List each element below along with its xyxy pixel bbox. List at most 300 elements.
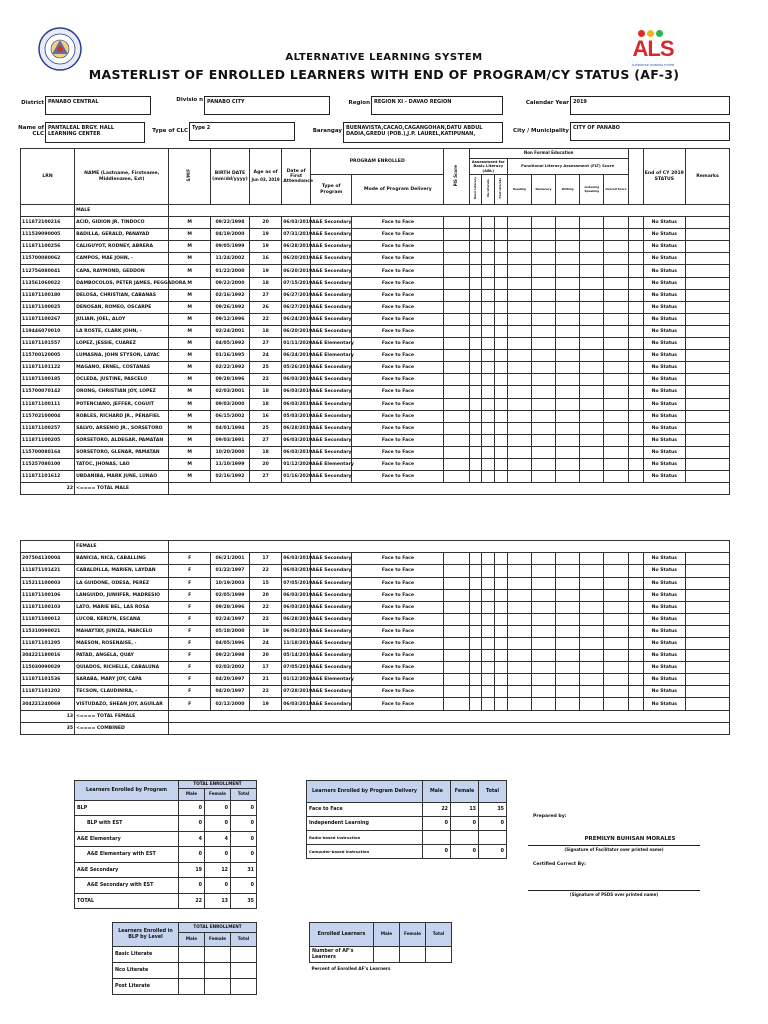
program-cell: A&E Secondary [310, 325, 351, 337]
attend-cell: 01/12/2020 [282, 458, 311, 470]
age-cell: 27 [250, 289, 282, 301]
clc-field: PANTALEAL BRGY. HALL LEARNING CENTER [45, 122, 145, 143]
sex-cell: M [169, 350, 210, 362]
name-cell: SALVO, ARSENIO JR., SORSETORO [75, 422, 169, 434]
col-birth: BIRTH DATE (mm/dd/yyyy) [210, 149, 249, 205]
birth-cell: 01/22/1997 [210, 565, 249, 577]
status-cell: No Status [643, 698, 686, 710]
age-cell: 22 [250, 374, 282, 386]
name-cell: ORONG, CHRISTIAN JOY, LOPEZ [75, 386, 169, 398]
age-cell: 25 [250, 422, 282, 434]
sex-cell: M [169, 253, 210, 265]
status-cell: No Status [643, 625, 686, 637]
lrn-cell: 113561060022 [21, 277, 75, 289]
city-field: CITY OF PANABO [570, 122, 730, 141]
name-cell: DENOSAN, ROMEO, OSCARPE [75, 301, 169, 313]
birth-cell: 02/16/1992 [210, 471, 249, 483]
birth-cell: 04/01/1994 [210, 422, 249, 434]
age-cell: 27 [250, 434, 282, 446]
mode-cell: Face to Face [352, 458, 444, 470]
sex-cell: F [169, 638, 210, 650]
status-cell: No Status [643, 229, 686, 241]
lrn-cell: 111871101421 [21, 565, 75, 577]
sex-cell: F [169, 589, 210, 601]
birth-cell: 09/05/1999 [210, 241, 249, 253]
col-basic-assessment: Assessment for Basic Literacy (ABL) [469, 159, 507, 175]
mode-cell: Face to Face [352, 277, 444, 289]
attend-cell: 06/28/2019 [282, 241, 311, 253]
sex-cell: M [169, 325, 210, 337]
program-cell: A&E Secondary [310, 229, 351, 241]
delivery-summary-row: Computer-based Instruction 0 0 0 [307, 845, 507, 859]
birth-cell: 01/22/2000 [210, 265, 249, 277]
table-row [21, 301, 730, 313]
lrn-cell: 115700120005 [21, 350, 75, 362]
lrn-cell: 111871100180 [21, 289, 75, 301]
sex-cell: F [169, 662, 210, 674]
lrn-cell: 111871100111 [21, 398, 75, 410]
lrn-cell: 111871101202 [21, 686, 75, 698]
name-cell: DAMBOCOLOS, PETER JAMES, PEGGADORA [75, 277, 169, 289]
mode-cell: Face to Face [352, 625, 444, 637]
table-row [21, 265, 730, 277]
lrn-cell: 115700080062 [21, 253, 75, 265]
age-cell: 19 [250, 241, 282, 253]
table-row [21, 325, 730, 337]
sex-cell: M [169, 458, 210, 470]
program-cell: A&E Secondary [310, 434, 351, 446]
birth-cell: 04/19/2000 [210, 229, 249, 241]
birth-cell: 04/20/1997 [210, 686, 249, 698]
age-cell: 20 [250, 217, 282, 229]
mode-cell: Face to Face [352, 553, 444, 565]
status-cell: No Status [643, 313, 686, 325]
name-cell: UBDANIBA, MARK JUNE, LUNAO [75, 471, 169, 483]
birth-cell: 06/15/2002 [210, 410, 249, 422]
status-cell: No Status [643, 301, 686, 313]
program-cell: A&E Secondary [310, 662, 351, 674]
mode-cell: Face to Face [352, 313, 444, 325]
lrn-cell: 111871101295 [21, 638, 75, 650]
page-title: MASTERLIST OF ENROLLED LEARNERS WITH END OF PROGRAM/CY STATUS (AF-3) [88, 67, 680, 82]
lrn-cell: 111871100257 [21, 422, 75, 434]
attend-cell: 07/28/2019 [282, 686, 311, 698]
certifier-signature-line [528, 890, 700, 891]
birth-cell: 02/03/2002 [210, 662, 249, 674]
name-cell: LUMASNA, JOHN STYSON, LAYAC [75, 350, 169, 362]
attend-cell: 06/28/2019 [282, 613, 311, 625]
sex-cell: M [169, 471, 210, 483]
prepared-by-label: Prepared by: [533, 814, 567, 819]
program-cell: A&E Secondary [310, 422, 351, 434]
calendar-label: Calendar Year [525, 100, 569, 106]
name-cell: MAESON, ROSENAISE, - [75, 638, 169, 650]
lrn-cell: 119446070010 [21, 325, 75, 337]
table-row [21, 350, 730, 362]
lrn-cell: 115702100004 [21, 410, 75, 422]
calendar-field: 2019 [570, 96, 730, 115]
mode-cell: Face to Face [352, 325, 444, 337]
sex-cell: M [169, 410, 210, 422]
sex-cell: M [169, 362, 210, 374]
female-section-label: FEMALE [75, 541, 169, 553]
sex-cell: M [169, 434, 210, 446]
sex-cell: F [169, 674, 210, 686]
table-row [21, 613, 730, 625]
table-row [21, 410, 730, 422]
attend-cell: 06/03/2019 [282, 625, 311, 637]
name-cell: BANICIA, NICA, CABALLING [75, 553, 169, 565]
birth-cell: 09/28/1996 [210, 374, 249, 386]
attend-cell: 06/27/2019 [282, 301, 311, 313]
birth-cell: 04/20/1997 [210, 674, 249, 686]
attend-cell: 05/26/2019 [282, 362, 311, 374]
table-row [21, 662, 730, 674]
mode-cell: Face to Face [352, 650, 444, 662]
attend-cell: 06/03/2019 [282, 217, 311, 229]
program-summary-table: Learners Enrolled by Program TOTAL ENROLLMENT Male Female Total BLP 0 0 0 BLP with EST 0 0 0 A&E Elementary 4 4 0 A&E Elementary with EST 0 0 0 A&E Secondary 19 12 31 A&E Secondary with EST 0 0 0 TOTAL 22 13 35 [74, 780, 257, 909]
program-cell: A&E Secondary [310, 638, 351, 650]
col-lrn: LRN [21, 149, 75, 205]
col-pis: PIS Score [453, 164, 459, 187]
status-cell: No Status [643, 434, 686, 446]
program-summary-row: BLP 0 0 0 [75, 800, 257, 816]
mode-cell: Face to Face [352, 674, 444, 686]
name-cell: SORSETORO, ALDEGAR, PAMATAN [75, 434, 169, 446]
attend-cell: 06/20/2019 [282, 265, 311, 277]
name-cell: MAGANO, ERNEL, COSTANAS [75, 362, 169, 374]
table-row [21, 289, 730, 301]
age-cell: 15 [250, 577, 282, 589]
lrn-cell: 304221180016 [21, 650, 75, 662]
table-row [21, 374, 730, 386]
name-cell: CALIGUYOT, RODNEY, ABRERA [75, 241, 169, 253]
attend-cell: 06/03/2019 [282, 398, 311, 410]
sex-cell: F [169, 577, 210, 589]
lrn-cell: 111871101122 [21, 362, 75, 374]
status-cell: No Status [643, 386, 686, 398]
attend-cell: 05/03/2019 [282, 410, 311, 422]
table-row [21, 625, 730, 637]
birth-cell: 09/22/2000 [210, 277, 249, 289]
lrn-cell: 115700080164 [21, 446, 75, 458]
name-cell: DELOSA, CHRISTIAN, CABANAS [75, 289, 169, 301]
table-row [21, 241, 730, 253]
birth-cell: 02/03/2001 [210, 386, 249, 398]
birth-cell: 09/26/1992 [210, 301, 249, 313]
program-cell: A&E Elementary [310, 674, 351, 686]
name-cell: LUCOB, KERLYN, ESCANA [75, 613, 169, 625]
mode-cell: Face to Face [352, 698, 444, 710]
mode-cell: Face to Face [352, 241, 444, 253]
age-cell: 19 [250, 265, 282, 277]
col-first-attendance: Date of First Attendance [282, 149, 311, 205]
status-cell: No Status [643, 350, 686, 362]
program-summary-row: BLP with EST 0 0 0 [75, 816, 257, 832]
mode-cell: Face to Face [352, 217, 444, 229]
attend-cell: 06/03/2019 [282, 589, 311, 601]
name-cell: POTENCIANO, JEFFER, COGUIT [75, 398, 169, 410]
attend-cell: 06/24/2019 [282, 313, 311, 325]
name-cell: VISTUDAZO, SHEAN JOY, AGUILAR [75, 698, 169, 710]
col-age: Age as of Jun 03, 2019 [250, 149, 282, 205]
name-cell: ROBLES, RICHARD JR., PENAFIEL [75, 410, 169, 422]
birth-cell: 10/20/2000 [210, 446, 249, 458]
table-row [21, 553, 730, 565]
sex-cell: M [169, 289, 210, 301]
birth-cell: 11/24/2002 [210, 253, 249, 265]
attend-cell: 06/24/2019 [282, 350, 311, 362]
sex-cell: M [169, 241, 210, 253]
sex-cell: F [169, 553, 210, 565]
name-cell: SARABA, MARY JOY, CAPA [75, 674, 169, 686]
name-cell: ACID, GIDION JR. TINDOCO [75, 217, 169, 229]
lrn-cell: 115310090021 [21, 625, 75, 637]
mode-cell: Face to Face [352, 362, 444, 374]
birth-cell: 09/22/1998 [210, 217, 249, 229]
age-cell: 19 [250, 625, 282, 637]
name-cell: LA ROSTE, CLARK JOHN, - [75, 325, 169, 337]
program-summary-row: A&E Secondary 19 12 31 [75, 862, 257, 878]
birth-cell: 02/16/1992 [210, 289, 249, 301]
program-summary-row: A&E Secondary with EST 0 0 0 [75, 878, 257, 894]
table-row [21, 674, 730, 686]
table-row [21, 362, 730, 374]
status-cell: No Status [643, 650, 686, 662]
attend-cell: 07/15/2019 [282, 277, 311, 289]
status-cell: No Status [643, 338, 686, 350]
age-cell: 18 [250, 325, 282, 337]
mode-cell: Face to Face [352, 565, 444, 577]
birth-cell: 09/28/1996 [210, 601, 249, 613]
program-summary-row: A&E Elementary 4 4 0 [75, 831, 257, 847]
blp-summary-table: Learners Enrolled in BLP by Level TOTAL ENROLLMENT Male Female Total Basic Literate Nco Literate Post Literate [112, 922, 257, 995]
attend-cell: 06/03/2019 [282, 565, 311, 577]
delivery-summary-header: Learners Enrolled by Program Delivery [307, 781, 423, 803]
sex-cell: M [169, 374, 210, 386]
birth-cell: 11/10/1999 [210, 458, 249, 470]
program-cell: A&E Secondary [310, 217, 351, 229]
status-cell: No Status [643, 686, 686, 698]
table-row [21, 638, 730, 650]
program-cell: A&E Secondary [310, 577, 351, 589]
mode-cell: Face to Face [352, 613, 444, 625]
city-label: City / Municipality [513, 128, 569, 134]
program-cell: A&E Secondary [310, 386, 351, 398]
status-cell: No Status [643, 362, 686, 374]
status-cell: No Status [643, 471, 686, 483]
table-row [21, 565, 730, 577]
birth-cell: 02/24/1997 [210, 613, 249, 625]
attend-cell: 07/31/2019 [282, 229, 311, 241]
attend-cell: 06/03/2019 [282, 698, 311, 710]
delivery-summary-row: Radio-based Instruction [307, 831, 507, 845]
birth-cell: 02/24/2001 [210, 325, 249, 337]
mode-cell: Face to Face [352, 289, 444, 301]
status-cell: No Status [643, 410, 686, 422]
age-cell: 21 [250, 674, 282, 686]
sex-cell: M [169, 398, 210, 410]
table-row [21, 446, 730, 458]
program-cell: A&E Secondary [310, 686, 351, 698]
sex-cell: F [169, 625, 210, 637]
sex-cell: F [169, 613, 210, 625]
age-cell: 22 [250, 686, 282, 698]
program-cell: A&E Secondary [310, 613, 351, 625]
attend-cell: 06/20/2019 [282, 253, 311, 265]
program-summary-row: TOTAL 22 13 35 [75, 893, 257, 909]
name-cell: LANGUIDO, JUNIIFER, MADRESIO [75, 589, 169, 601]
delivery-summary-row: Independent Learning 0 0 0 [307, 817, 507, 831]
program-cell: A&E Elementary [310, 458, 351, 470]
mode-cell: Face to Face [352, 386, 444, 398]
mode-cell: Face to Face [352, 374, 444, 386]
birth-cell: 02/05/1999 [210, 589, 249, 601]
status-cell: No Status [643, 553, 686, 565]
birth-cell: 10/19/2003 [210, 577, 249, 589]
clc-type-label: Type of CLC [152, 128, 188, 134]
status-cell: No Status [643, 662, 686, 674]
name-cell: TATOC, JHONAS, LAO [75, 458, 169, 470]
col-type-program: Type of Program [310, 175, 351, 205]
name-cell: TECSON, CLAUDINIRA, - [75, 686, 169, 698]
age-cell: 22 [250, 565, 282, 577]
name-cell: QUIADOS, RICHELLE, CABALUNA [75, 662, 169, 674]
status-cell: No Status [643, 601, 686, 613]
age-cell: 24 [250, 350, 282, 362]
barangay-field: BUENAVISTA,CACAO,CAGANGOHAN,DATU ABDUL DADIA,GREDU (POB.),J.P. LAUREL,KATIPUNAN, [343, 122, 503, 143]
table-row [21, 313, 730, 325]
attend-cell: 06/03/2019 [282, 446, 311, 458]
program-cell: A&E Secondary [310, 698, 351, 710]
table-row [21, 386, 730, 398]
district-label: District [21, 100, 44, 106]
lrn-cell: 115257080100 [21, 458, 75, 470]
table-row [21, 471, 730, 483]
lrn-cell: 111871100025 [21, 301, 75, 313]
age-cell: 27 [250, 338, 282, 350]
sex-cell: F [169, 686, 210, 698]
birth-cell: 04/05/1996 [210, 638, 249, 650]
als-logo [632, 30, 674, 72]
sex-cell: M [169, 277, 210, 289]
mode-cell: Face to Face [352, 446, 444, 458]
table-row [21, 338, 730, 350]
sex-cell: F [169, 698, 210, 710]
sex-cell: M [169, 301, 210, 313]
lrn-cell: 111871101536 [21, 674, 75, 686]
lrn-cell: 115030090029 [21, 662, 75, 674]
status-cell: No Status [643, 325, 686, 337]
lrn-cell: 111871100256 [21, 241, 75, 253]
col-program-enrolled: PROGRAM ENROLLED [310, 149, 443, 175]
region-field: REGION XI - DAVAO REGION [371, 96, 503, 115]
attend-cell: 01/16/2020 [282, 471, 311, 483]
program-cell: A&E Secondary [310, 446, 351, 458]
delivery-summary-row: Face to Face 22 13 35 [307, 803, 507, 817]
name-cell: JULIAN, JOEL, ALOY [75, 313, 169, 325]
col-mode-delivery: Mode of Program Delivery [352, 175, 444, 205]
blp-row-nco: Nco Literate [113, 963, 179, 979]
district-field: PANABO CENTRAL [45, 96, 151, 115]
mode-cell: Face to Face [352, 338, 444, 350]
age-cell: 19 [250, 229, 282, 241]
attend-cell: 06/27/2019 [282, 289, 311, 301]
status-cell: No Status [643, 422, 686, 434]
status-cell: No Status [643, 565, 686, 577]
col-remarks: Remarks [686, 149, 730, 205]
system-title: ALTERNATIVE LEARNING SYSTEM [285, 52, 483, 63]
table-row [21, 577, 730, 589]
age-cell: 24 [250, 638, 282, 650]
status-cell: No Status [643, 458, 686, 470]
age-cell: 25 [250, 362, 282, 374]
name-cell: LA GUIDONE, ODESA, PEREZ [75, 577, 169, 589]
table-row [21, 698, 730, 710]
name-cell: LOPEZ, JESSIE, CUAREZ [75, 338, 169, 350]
col-sex: S/M/F [186, 169, 192, 182]
status-cell: No Status [643, 638, 686, 650]
sex-cell: F [169, 601, 210, 613]
male-section-label: MALE [75, 205, 169, 217]
table-row [21, 398, 730, 410]
attend-cell: 06/03/2019 [282, 386, 311, 398]
age-cell: 26 [250, 301, 282, 313]
barangay-label: Barangay [312, 128, 342, 134]
clc-type-field: Type 2 [189, 122, 295, 141]
total-male-row: 22 <==== TOTAL MALE [21, 483, 730, 495]
program-cell: A&E Secondary [310, 471, 351, 483]
sex-cell: M [169, 446, 210, 458]
status-cell: No Status [643, 277, 686, 289]
birth-cell: 04/05/1992 [210, 338, 249, 350]
status-cell: No Status [643, 577, 686, 589]
mode-cell: Face to Face [352, 589, 444, 601]
birth-cell: 09/03/2000 [210, 398, 249, 410]
mode-cell: Face to Face [352, 662, 444, 674]
table-row [21, 601, 730, 613]
total-female-row: 13 <==== TOTAL FEMALE [21, 710, 730, 722]
lrn-cell: 304221240069 [21, 698, 75, 710]
preparer-name: PREMILYN BUHISAN MORALES [584, 836, 676, 842]
status-cell: No Status [643, 674, 686, 686]
age-cell: 22 [250, 313, 282, 325]
masterlist-table: LRN NAME (Lastname, Firstname, Middlename, Ext) S/M/F BIRTH DATE (mm/dd/yyyy) Age as of Jun 03, 2019 Date of First Attendance PROGRAM ENROLLED PIS Score Non Formal Education End of CY 2019 STATUS Remarks Assessment for Basic Literacy (ABL) Functional Literacy Assessment (FLT) Score Type of Program Mode of Program Delivery Basic Literacy Nu Literate Post Literate Reading Numeracy Writing Listening Speaking Overall Score MALE 111872100216 ACID, GIDION JR. TINDOCO M 09/22/1998 20 06/03/2019 A&E Secondary Face to Face No Status 111539090005 BADILLA, GERALD, PANAYAD M 04/19/2000 19 07/31/2019 A&E Secondary Face to Face No Status 111871100256 CALIGUYOT, RODNEY, ABRERA M 09/05/1999 19 06/28/2019 A&E Secondary Face to Face No Status 115700080062 CAMPOS, MAE JOHN, - M 11/24/2002 16 06/20/2019 A&E Secondary Face to Face No Status 112756080041 CAPA, RAYMOND, GEDDON M 01/22/2000 19 06/20/2019 A&E Secondary Face to Face No Status 113561060022 DAMBOCOLOS, PETER JAMES, PEGGADORA M 09/22/2000 18 07/15/2019 A&E Secondary Face to Face No Status 111871100180 DELOSA, CHRISTIAN, CABANAS M 02/16/1992 27 06/27/2019 A&E Secondary Face to Face No Status 111871100025 DENOSAN, ROMEO, OSCARPE M 09/26/1992 26 06/27/2019 A&E Secondary Face to Face No Status 111871100267 JULIAN, JOEL, ALOY M 09/12/1996 22 06/24/2019 A&E Secondary Face to Face No Status 119446070010 LA ROSTE, CLARK JOHN, - M 02/24/2001 18 06/20/2019 A&E Secondary Face to Face No Status 111871101557 LOPEZ, JESSIE, CUAREZ M 04/05/1992 27 01/11/2020 A&E Elementary Face to Face No Status 115700120005 LUMASNA, JOHN STYSON, LAYAC M 01/16/1995 24 06/24/2019 A&E Elementary Face to Face No Status 111871101122 MAGANO, ERNEL, COSTANAS M 02/22/1992 25 05/26/2019 A&E Secondary Face to Face No Status 111871100185 OCLEDA, JUSTINE, PASCELO M 09/28/1996 22 06/03/2019 A&E Secondary Face to Face No Status 115700070142 ORONG, CHRISTIAN JOY, LOPEZ M 02/03/2001 18 06/03/2019 A&E Secondary Face to Face No Status 111871100111 POTENCIANO, JEFFER, COGUIT M 09/03/2000 18 06/03/2019 A&E Secondary Face to Face No Status 115702100004 ROBLES, RICHARD JR., PENAFIEL M 06/15/2002 16 05/03/2019 A&E Secondary Face to Face No Status 111871100257 SALVO, ARSENIO JR., SORSETORO M 04/01/1994 25 06/28/2019 A&E Secondary Face to Face No Status 111871100205 SORSETORO, ALDEGAR, PAMATAN M 09/03/1991 27 06/03/2019 A&E Secondary Face to Face No Status 115700080164 SORSETORO, GLENAR, PAMATAN M 10/20/2000 18 06/03/2019 A&E Secondary Face to Face No Status 115257080100 TATOC, JHONAS, LAO M 11/10/1999 20 01/12/2020 A&E Elementary Face to Face No Status 111871101612 UBDANIBA, MARK JUNE, LUNAO M 02/16/1992 27 01/16/2020 A&E Secondary Face to Face No Status 22 <==== TOTAL MALE FEMALE 207504130004 BANICIA, NICA, CABALLING F 06/21/2001 17 06/03/2019 A&E Secondary Face to Face No Status 111871101421 CABALDILLA, MARIEN, LAYDAN F 01/22/1997 22 06/03/2019 A&E Secondary Face to Face No Status 115211100003 LA GUIDONE, ODESA, PEREZ F 10/19/2003 15 07/05/2019 A&E Secondary Face to Face No Status 111871100106 LANGUIDO, JUNIIFER, MADRESIO F 02/05/1999 20 06/03/2019 A&E Secondary Face to Face No Status 111871100103 LATO, MARIE BEL, LAS ROSA F 09/28/1996 22 06/03/2019 A&E Secondary Face to Face No Status 111871100012 LUCOB, KERLYN, ESCANA F 02/24/1997 22 06/28/2019 A&E Secondary Face to Face No Status 115310090021 MAHAYTAY, JUNIZA, MARCELO F 05/18/2000 19 06/03/2019 A&E Secondary Face to Face No Status 111871101295 MAESON, ROSENAISE, - F 04/05/1996 24 11/18/2019 A&E Secondary Face to Face No Status 304221180016 PATAD, ANGELA, QUAY F 09/22/1998 20 05/14/2019 A&E Secondary Face to Face No Status 115030090029 QUIADOS, RICHELLE, CABALUNA F 02/03/2002 17 07/05/2019 A&E Secondary Face to Face No Status 111871101536 SARABA, MARY JOY, CAPA F 04/20/1997 21 01/12/2020 A&E Elementary Face to Face No Status 111871101202 TECSON, CLAUDINIRA, - F 04/20/1997 22 07/28/2019 A&E Secondary Face to Face No Status 304221240069 VISTUDAZO, SHEAN JOY, AGUILAR F 02/12/2000 19 06/03/2019 A&E Secondary Face to Face No Status 13 <==== TOTAL FEMALE 35 <==== COMBINED [20, 148, 730, 735]
lrn-cell: 207504130004 [21, 553, 75, 565]
enrolled-row-percent: Percent of Enrolled AF's Learners [311, 966, 391, 972]
attend-cell: 11/18/2019 [282, 638, 311, 650]
program-cell: A&E Secondary [310, 601, 351, 613]
program-cell: A&E Secondary [310, 289, 351, 301]
als-logo-text: ALS [632, 36, 674, 61]
program-cell: A&E Secondary [310, 374, 351, 386]
age-cell: 18 [250, 446, 282, 458]
table-row [21, 589, 730, 601]
program-cell: A&E Secondary [310, 313, 351, 325]
status-cell: No Status [643, 217, 686, 229]
program-cell: A&E Secondary [310, 301, 351, 313]
mode-cell: Face to Face [352, 601, 444, 613]
sex-cell: M [169, 313, 210, 325]
lrn-cell: 111871100012 [21, 613, 75, 625]
sex-cell: M [169, 217, 210, 229]
program-cell: A&E Elementary [310, 338, 351, 350]
blp-summary-header: Learners Enrolled in BLP by Level [113, 923, 179, 947]
mode-cell: Face to Face [352, 434, 444, 446]
age-cell: 19 [250, 698, 282, 710]
lrn-cell: 111539090005 [21, 229, 75, 241]
delivery-summary-table: Learners Enrolled by Program Delivery Male Female Total Face to Face 22 13 35 Independent Learning 0 0 0 Radio-based Instruction Computer-based Instruction 0 0 0 [306, 780, 507, 859]
